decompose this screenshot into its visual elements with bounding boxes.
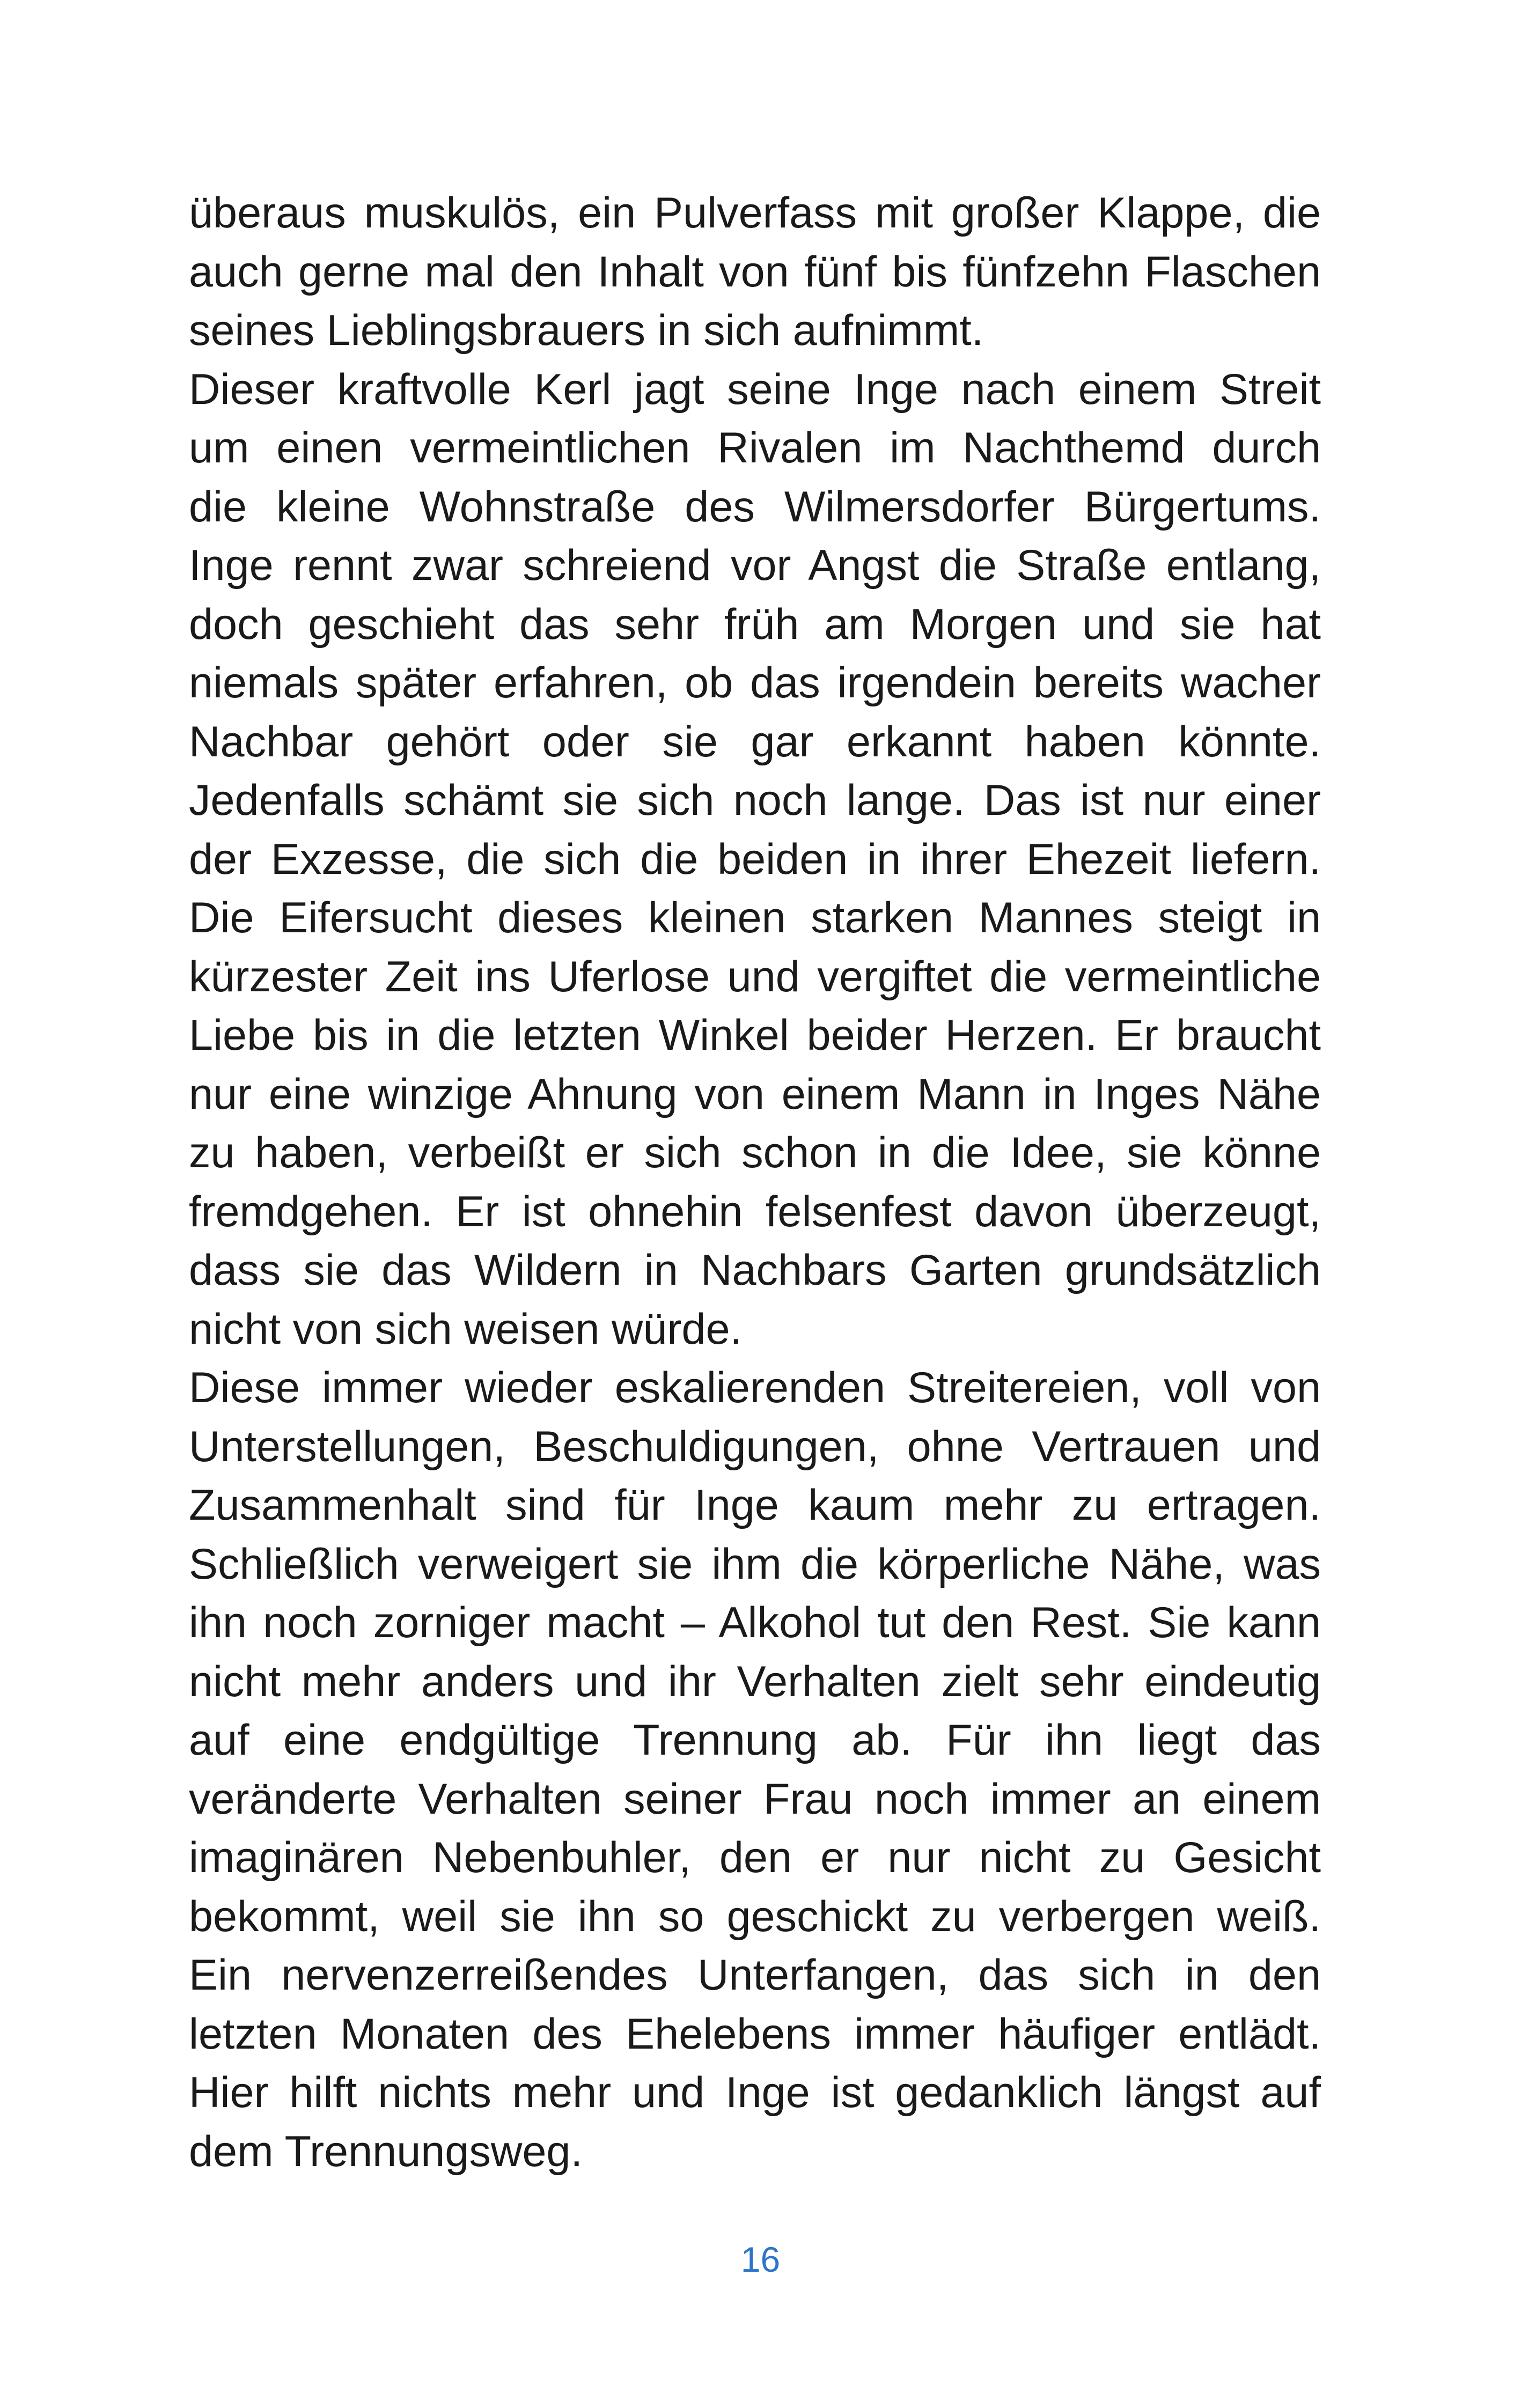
text-line: fremdgehen. Er ist ohnehin felsenfest davon überzeugt, — [189, 1187, 1321, 1236]
text-line: niemals später erfahren, ob das irgendein bereits wacher — [189, 659, 1321, 707]
text-line: auf eine endgültige Trennung ab. Für ihn liegt das — [189, 1716, 1321, 1764]
text-line: nur eine winzige Ahnung von einem Mann in Inges Nähe — [189, 1070, 1321, 1118]
text-line: Ein nervenzerreißendes Unterfangen, das sich in den — [189, 1951, 1321, 1999]
text-line: imaginären Nebenbuhler, den er nur nicht zu Gesicht — [189, 1833, 1321, 1882]
text-line: Hier hilft nichts mehr und Inge ist gedanklich längst auf — [189, 2068, 1321, 2117]
text-line: Liebe bis in die letzten Winkel beider Herzen. Er braucht — [189, 1011, 1321, 1059]
page-number: 16 — [740, 2240, 781, 2279]
text-line: ihn noch zorniger macht – Alkohol tut den Rest. Sie kann — [189, 1599, 1321, 1647]
text-line: zu haben, verbeißt er sich schon in die Idee, sie könne — [189, 1129, 1321, 1177]
body-text — [189, 184, 1321, 2181]
text-line: Schließlich verweigert sie ihm die körperliche Nähe, was — [189, 1540, 1321, 1588]
text-line: nicht von sich weisen würde. — [189, 1305, 743, 1353]
text-line: überaus muskulös, ein Pulverfass mit großer Klappe, die — [189, 189, 1321, 237]
text-line: bekommt, weil sie ihn so geschickt zu verbergen weiß. — [189, 1892, 1321, 1941]
text-line: seines Lieblingsbrauers in sich aufnimmt. — [189, 306, 984, 355]
text-line: letzten Monaten des Ehelebens immer häufiger entlädt. — [189, 2009, 1321, 2058]
text-line: Dieser kraftvolle Kerl jagt seine Inge nach einem Streit — [189, 365, 1321, 414]
text-line: Zusammenhalt sind für Inge kaum mehr zu ertragen. — [189, 1481, 1321, 1529]
text-line: auch gerne mal den Inhalt von fünf bis fünfzehn Flaschen — [189, 247, 1321, 296]
text-line: Die Eifersucht dieses kleinen starken Mannes steigt in — [189, 894, 1321, 942]
text-line: Unterstellungen, Beschuldigungen, ohne Vertrauen und — [189, 1422, 1321, 1471]
text-line: doch geschieht das sehr früh am Morgen und sie hat — [189, 600, 1321, 649]
text-line: um einen vermeintlichen Rivalen im Nachthemd durch — [189, 424, 1321, 472]
text-line: Nachbar gehört oder sie gar erkannt haben könnte. — [189, 717, 1321, 766]
text-line: dass sie das Wildern in Nachbars Garten grundsätzlich — [189, 1246, 1321, 1294]
text-line: Jedenfalls schämt sie sich noch lange. Das ist nur einer — [189, 776, 1321, 824]
text-line: kürzester Zeit ins Uferlose und vergiftet die vermeintliche — [189, 952, 1321, 1001]
text-line: veränderte Verhalten seiner Frau noch immer an einem — [189, 1774, 1321, 1823]
text-line: Inge rennt zwar schreiend vor Angst die Straße entlang, — [189, 541, 1321, 590]
text-line: die kleine Wohnstraße des Wilmersdorfer Bürgertums. — [189, 482, 1321, 531]
text-line: dem Trennungsweg. — [189, 2127, 583, 2176]
text-line: der Exzesse, die sich die beiden in ihrer Ehezeit liefern. — [189, 835, 1321, 883]
text-line: nicht mehr anders und ihr Verhalten zielt sehr eindeutig — [189, 1657, 1321, 1706]
text-line: Diese immer wieder eskalierenden Streitereien, voll von — [189, 1364, 1321, 1412]
